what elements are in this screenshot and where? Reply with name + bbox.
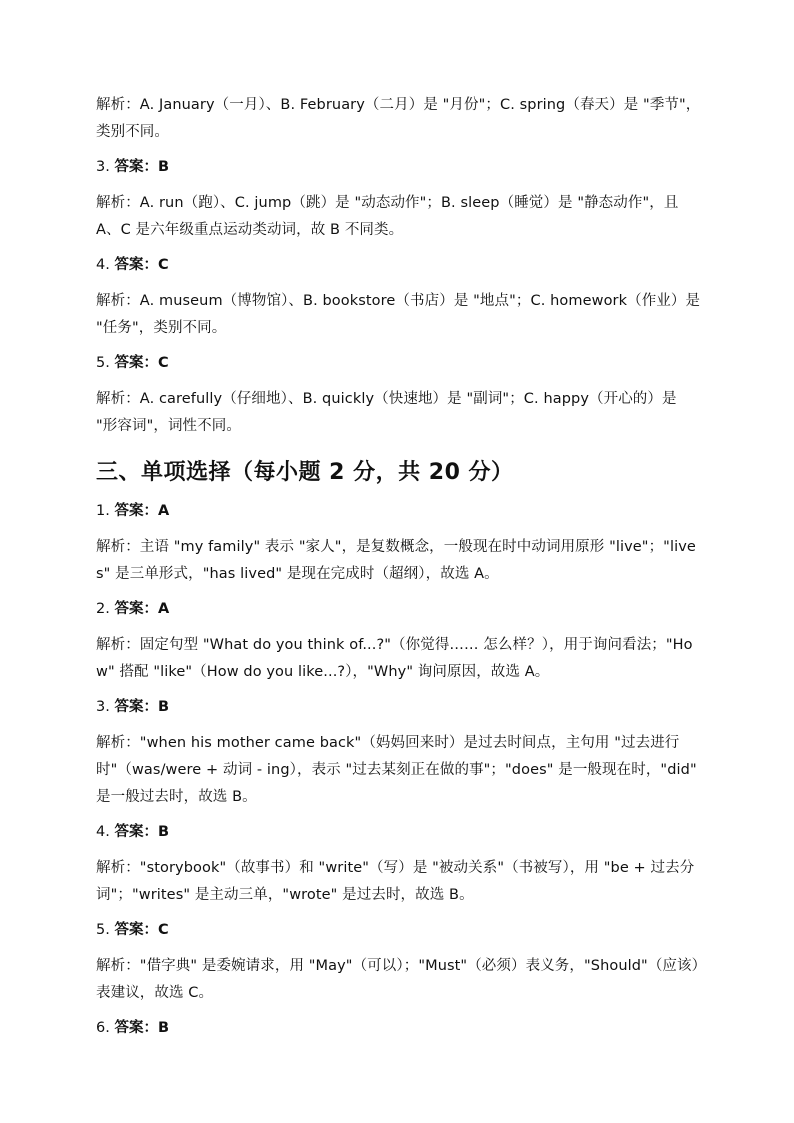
answer-line [96,353,702,373]
explanation-text: 解析："storybook"（故事书）和 "write"（写）是 "被动关系"（书被写），用 "be + 过去分词"；"writes" 是主动三单，"wrote" 是过去时，故选 B。 [96,860,695,903]
answer-line [96,599,702,619]
answer-value: B [157,824,170,840]
answer-line [96,157,702,177]
answer-line [96,501,702,521]
answer-label: 答案： [114,355,158,371]
explanation-text: 解析：A. run（跑）、C. jump（跳）是 "动态动作"；B. sleep（睡觉）是 "静态动作"，且 A、C 是六年级重点运动类动词，故 B 不同类。 [96,195,679,238]
explanation-text: 解析：A. January（一月）、B. February（二月）是 "月份"；C. spring（春天）是 "季节"，类别不同。 [96,97,701,140]
answer-label: 答案： [114,1020,158,1036]
answer-line [96,697,702,717]
explanation-text: 解析：主语 "my family" 表示 "家人"，是复数概念，一般现在时中动词用原形 "live"；"lives" 是三单形式，"has lived" 是现在完成时（超纲），故选 A。 [96,539,696,582]
answer-label: 答案： [114,257,158,273]
answer-label: 答案： [114,922,158,938]
answer-line [96,255,702,275]
explanation-text: 解析：固定句型 "What do you think of...?"（你觉得…… 怎么样？），用于询问看法；"How" 搭配 "like"（How do you like...?），"Why" 询问原因，故选 A。 [96,637,693,680]
answer-value: A [157,601,170,617]
explanation-text: 解析："借字典" 是委婉请求，用 "May"（可以）；"Must"（必须）表义务，"Should"（应该）表建议，故选 C。 [96,958,699,1001]
answer-document [96,92,702,1051]
answer-value: C [157,355,169,371]
answer-label: 答案： [114,824,158,840]
question-number: 4. [96,257,110,273]
explanation-text: 解析：A. carefully（仔细地）、B. quickly（快速地）是 "副词"；C. happy（开心的）是 "形容词"，词性不同。 [96,391,677,434]
answer-value: B [157,159,170,175]
question-number: 2. [96,601,110,617]
question-number: 1. [96,503,110,519]
answer-value: B [157,1020,170,1036]
answer-label: 答案： [114,601,158,617]
question-number: 3. [96,159,110,175]
answer-value: B [157,699,170,715]
answer-value: C [157,922,169,938]
answer-value: C [157,257,169,273]
answer-line [96,920,702,940]
section-heading: 三、单项选择（每小题 2 分，共 20 分） [96,460,514,485]
question-number: 5. [96,922,110,938]
answer-label: 答案： [114,159,158,175]
answer-label: 答案： [114,699,158,715]
question-number: 3. [96,699,110,715]
explanation-text: 解析："when his mother came back"（妈妈回来时）是过去时间点，主句用 "过去进行时"（was/were + 动词 - ing），表示 "过去某刻正在做的事"；"does" 是一般现在时，"did" 是一般过去时，故选 B。 [96,735,697,805]
explanation-text: 解析：A. museum（博物馆）、B. bookstore（书店）是 "地点"；C. homework（作业）是 "任务"，类别不同。 [96,293,701,336]
answer-line [96,822,702,842]
answer-value: A [157,503,170,519]
question-number: 5. [96,355,110,371]
answer-label: 答案： [114,503,158,519]
question-number: 6. [96,1020,110,1036]
answer-line [96,1018,702,1038]
question-number: 4. [96,824,110,840]
